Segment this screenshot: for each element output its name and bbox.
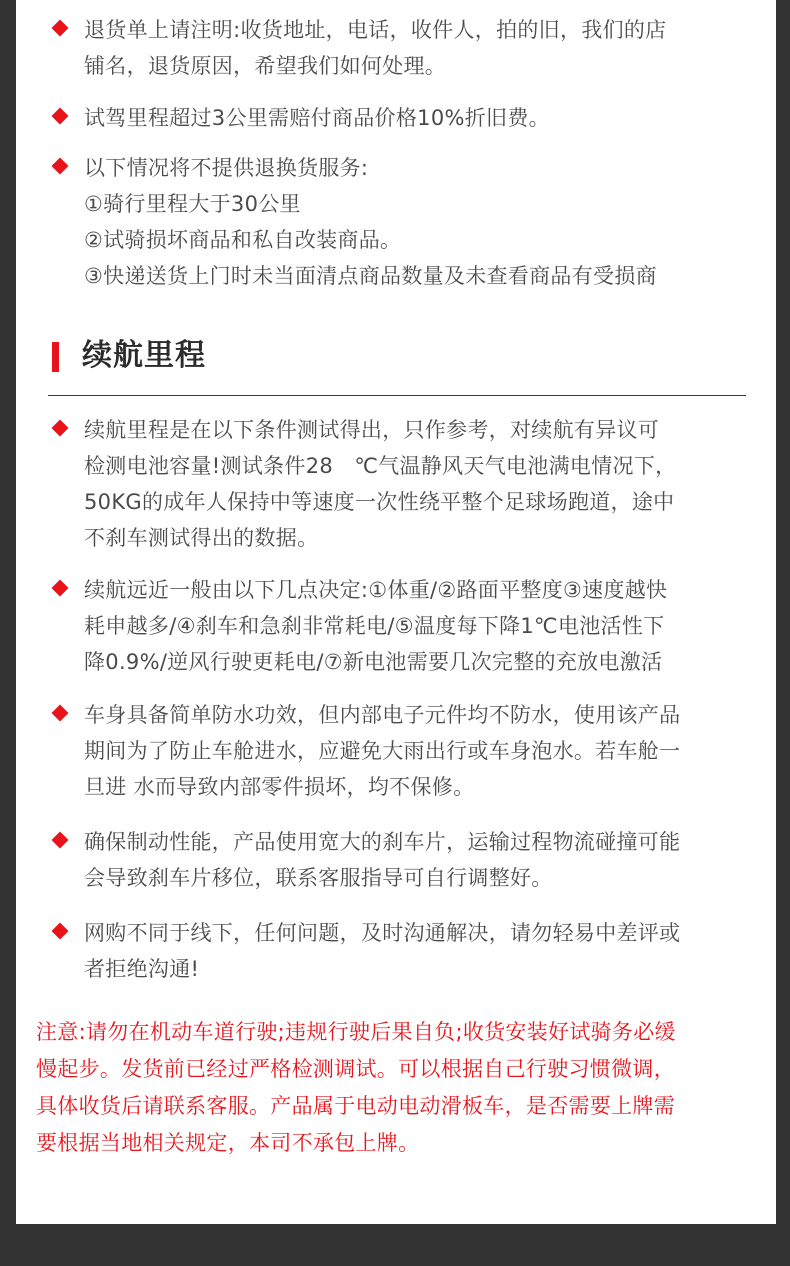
list-item-text: 试驾里程超过3公里需赔付商品价格10%折旧费。 — [84, 106, 550, 130]
content-panel — [16, 0, 776, 1224]
list-item-text: 续航里程是在以下条件测试得出，只作参考，对续航有异议可 检测电池容量!测试条件28 ℃气温静风天气电池满电情况下， 50KG的成年人保持中等速度一次性绕平整个足球场跑道，途中 不刹车测试得出的数据。 — [84, 418, 677, 550]
red-diamond-icon — [52, 580, 69, 597]
list-item-text: 以下情况将不提供退换货服务: ①骑行里程大于30公里 ②试骑损坏商品和私自改装商品。 ③快递送货上门时未当面清点商品数量及未查看商品有受损商 — [84, 156, 657, 288]
list-item-text: 车身具备简单防水功效，但内部电子元件均不防水，使用该产品 期间为了防止车舱进水，应避免大雨出行或车身泡水。若车舱一 旦进 水而导致内部零件损坏，均不保修。 — [84, 703, 681, 799]
red-diamond-icon — [52, 923, 69, 940]
list-item — [54, 697, 754, 805]
list-item-text: 续航远近一般由以下几点决定:①体重/②路面平整度③速度越快 耗申越多/④刹车和急刹非常耗电/⑤温度每下降1℃电池活性下 降0.9%/逆风行驶更耗电/⑦新电池需要几次完整的充放电激活 — [84, 578, 668, 674]
list-item-text: 退货单上请注明:收货地址，电话，收件人，拍的旧，我们的店 铺名，退货原因，希望我们如何处理。 — [84, 18, 667, 78]
red-diamond-icon — [52, 420, 69, 437]
list-item — [54, 412, 754, 556]
section-title: 续航里程 — [82, 338, 206, 373]
red-diamond-icon — [52, 158, 69, 175]
red-diamond-icon — [52, 20, 69, 37]
list-item — [54, 150, 754, 294]
list-item — [54, 572, 754, 680]
list-item-text: 确保制动性能，产品使用宽大的刹车片，运输过程物流碰撞可能 会导致刹车片移位，联系客服指导可自行调整好。 — [84, 830, 681, 890]
list-item — [54, 12, 754, 84]
red-diamond-icon — [52, 832, 69, 849]
red-bar-icon — [52, 342, 59, 372]
red-diamond-icon — [52, 705, 69, 722]
section-divider — [48, 395, 746, 396]
list-item — [54, 100, 754, 136]
list-item — [54, 824, 754, 896]
list-item-text: 网购不同于线下，任何问题，及时沟通解决，请勿轻易中差评或 者拒绝沟通! — [84, 921, 681, 981]
red-diamond-icon — [52, 108, 69, 125]
notice-text: 注意:请勿在机动车道行驶;违规行驶后果自负;收货安装好试骑务必缓 慢起步。发货前已经过严格检测调试。可以根据自己行驶习惯微调， 具体收货后请联系客服。产品属于电动电动滑板车，是否需要上牌需 要根据当地相关规定，本司不承包上牌。 — [36, 1020, 676, 1155]
list-item — [54, 915, 754, 987]
